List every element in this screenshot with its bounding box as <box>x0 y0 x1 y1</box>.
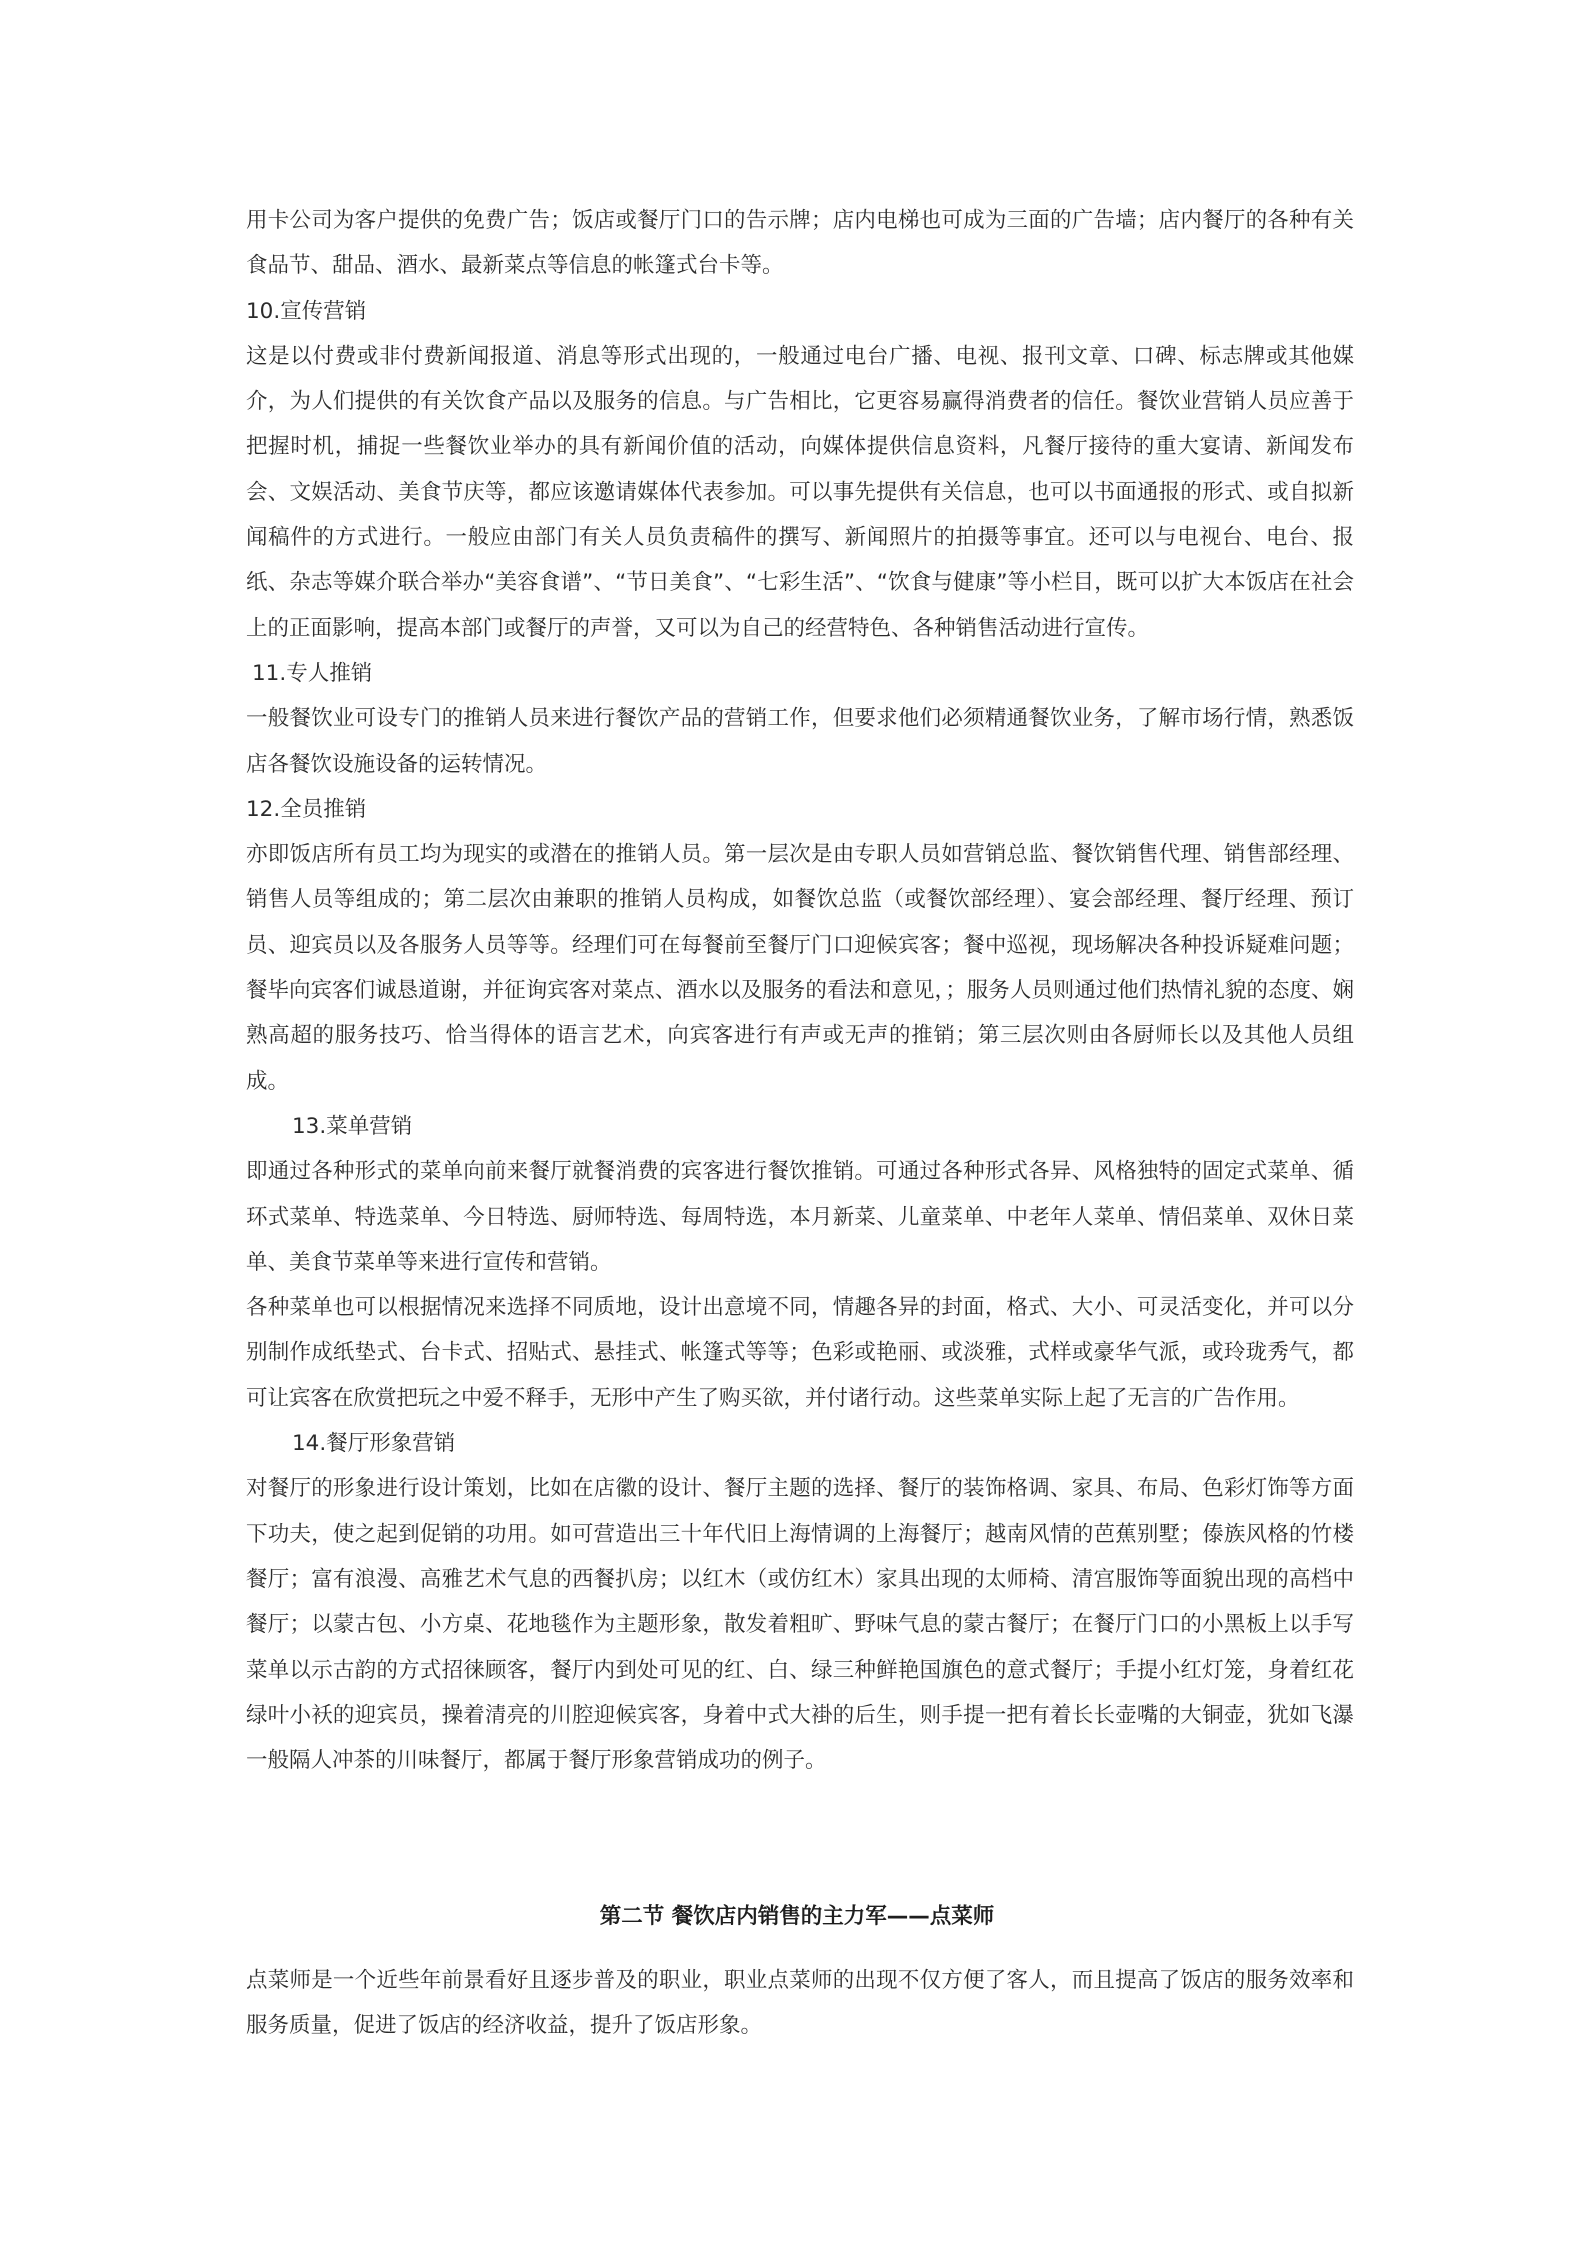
document-body <box>246 198 1354 1783</box>
heading-dedicated-sales: 11.专人推销 <box>252 660 373 686</box>
heading-all-staff-sales: 12.全员推销 <box>246 796 367 822</box>
paragraph-restaurant-image: 对餐厅的形象进行设计策划，比如在店徽的设计、餐厅主题的选择、餐厅的装饰格调、家具、布局、色彩灯饰等方面下功夫，使之起到促销的功用。如可营造出三十年代旧上海情调的上海餐厅；越南风情的芭蕉别墅；傣族风格的竹楼餐厅；富有浪漫、高雅艺术气息的西餐扒房；以红木（或仿红木）家具出现的太师椅、清宫服饰等面貌出现的高档中餐厅；以蒙古包、小方桌、花地毯作为主题形象，散发着粗旷、野味气息的蒙古餐厅；在餐厅门口的小黑板上以手写菜单以示古韵的方式招徕顾客，餐厅内到处可见的红、白、绿三种鲜艳国旗色的意式餐厅；手提小红灯笼，身着红花绿叶小袄的迎宾员，操着清亮的川腔迎候宾客，身着中式大褂的后生，则手提一把有着长长壶嘴的大铜壶，犹如飞瀑一般隔人冲茶的川味餐厅，都属于餐厅形象营销成功的例子。 <box>246 1476 1354 1774</box>
paragraph-ads-continued: 用卡公司为客户提供的免费广告；饭店或餐厅门口的告示牌；店内电梯也可成为三面的广告墙；店内餐厅的各种有关食品节、甜品、酒水、最新菜点等信息的帐篷式台卡等。 <box>246 208 1354 279</box>
paragraph-publicity-marketing: 这是以付费或非付费新闻报道、消息等形式出现的，一般通过电台广播、电视、报刊文章、口碑、标志牌或其他媒介，为人们提供的有关饮食产品以及服务的信息。与广告相比，它更容易赢得消费者的信任。餐饮业营销人员应善于把握时机，捕捉一些餐饮业举办的具有新闻价值的活动，向媒体提供信息资料，凡餐厅接待的重大宴请、新闻发布会、文娱活动、美食节庆等，都应该邀请媒体代表参加。可以事先提供有关信息，也可以书面通报的形式、或自拟新闻稿件的方式进行。一般应由部门有关人员负责稿件的撰写、新闻照片的拍摄等事宜。还可以与电视台、电台、报纸、杂志等媒介联合举办“美容食谱”、“节日美食”、“七彩生活”、“饮食与健康”等小栏目，既可以扩大本饭店在社会上的正面影响，提高本部门或餐厅的声誉，又可以为自己的经营特色、各种销售活动进行宣传。 <box>246 343 1354 641</box>
paragraph-menu-marketing: 即通过各种形式的菜单向前来餐厅就餐消费的宾客进行餐饮推销。可通过各种形式各异、风格独特的固定式菜单、循环式菜单、特选菜单、今日特选、厨师特选、每周特选，本月新菜、儿童菜单、中老年人菜单、情侣菜单、双休日菜单、美食节菜单等来进行宣传和营销。 <box>246 1159 1354 1275</box>
section-intro-paragraph: 点菜师是一个近些年前景看好且逐步普及的职业，职业点菜师的出现不仅方便了客人，而且提高了饭店的服务效率和服务质量，促进了饭店的经济收益，提升了饭店形象。 <box>246 1968 1354 2039</box>
section-title: 第二节 餐饮店内销售的主力军——点菜师 <box>599 1904 995 1929</box>
paragraph-dedicated-sales: 一般餐饮业可设专门的推销人员来进行餐饮产品的营销工作，但要求他们必须精通餐饮业务，了解市场行情，熟悉饭店各餐饮设施设备的运转情况。 <box>246 706 1354 777</box>
heading-publicity-marketing: 10.宣传营销 <box>246 298 367 324</box>
paragraph-menu-design: 各种菜单也可以根据情况来选择不同质地，设计出意境不同，情趣各异的封面，格式、大小、可灵活变化，并可以分别制作成纸垫式、台卡式、招贴式、悬挂式、帐篷式等等；色彩或艳丽、或淡雅，式样或豪华气派，或玲珑秀气，都可让宾客在欣赏把玩之中爱不释手，无形中产生了购买欲，并付诸行动。这些菜单实际上起了无言的广告作用。 <box>246 1295 1354 1411</box>
paragraph-all-staff-sales: 亦即饭店所有员工均为现实的或潜在的推销人员。第一层次是由专职人员如营销总监、餐饮销售代理、销售部经理、销售人员等组成的；第二层次由兼职的推销人员构成，如餐饮总监（或餐饮部经理）、宴会部经理、餐厅经理、预订员、迎宾员以及各服务人员等等。经理们可在每餐前至餐厅门口迎候宾客；餐中巡视，现场解决各种投诉疑难问题；餐毕向宾客们诚恳道谢，并征询宾客对菜点、酒水以及服务的看法和意见，；服务人员则通过他们热情礼貌的态度、娴熟高超的服务技巧、恰当得体的语言艺术，向宾客进行有声或无声的推销；第三层次则由各厨师长以及其他人员组成。 <box>246 842 1354 1094</box>
heading-restaurant-image: 14.餐厅形象营销 <box>292 1431 456 1457</box>
heading-menu-marketing: 13.菜单营销 <box>292 1113 413 1139</box>
